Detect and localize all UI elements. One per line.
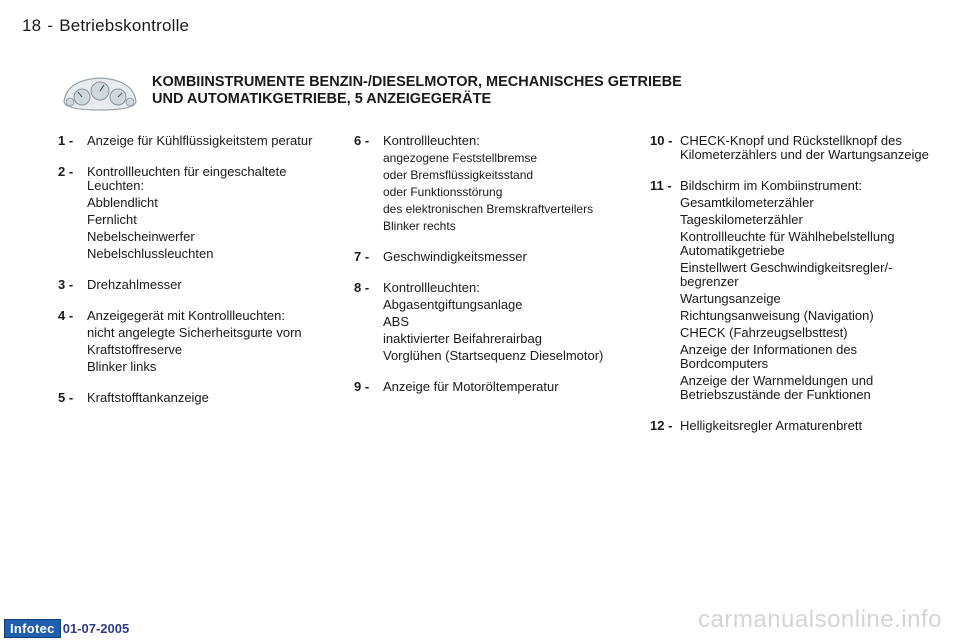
legend-number: 10 - bbox=[650, 133, 673, 148]
legend-entry bbox=[650, 419, 940, 433]
legend-subitem: Tageskilometerzähler bbox=[680, 212, 803, 227]
legend-entry bbox=[354, 380, 614, 394]
legend-number: 9 - bbox=[354, 379, 370, 394]
legend-heading: Kontrollleuchten für eingeschaltete Leuchten: bbox=[87, 164, 287, 193]
legend-number: 7 - bbox=[354, 249, 370, 264]
legend-heading: Drehzahlmesser bbox=[87, 277, 182, 292]
legend-number: 12 - bbox=[650, 418, 673, 433]
legend-subitem: CHECK (Fahrzeugselbsttest) bbox=[680, 325, 848, 340]
footer-date: 01-07-2005 bbox=[62, 620, 130, 636]
legend-number: 5 - bbox=[58, 390, 74, 405]
legend-heading: Kontrollleuchten: bbox=[383, 280, 480, 295]
legend-heading: CHECK-Knopf und Rückstellknopf des Kilometerzählers und der Wartungsanzeige bbox=[680, 133, 929, 162]
legend-subitem: Anzeige der Informationen des Bordcomputers bbox=[680, 342, 858, 371]
legend-entry bbox=[354, 250, 614, 264]
legend-subitem: oder Funktionsstörung bbox=[383, 185, 503, 199]
column-left bbox=[58, 134, 328, 422]
legend-subitem: Gesamtkilometerzähler bbox=[680, 195, 814, 210]
header-separator: - bbox=[47, 16, 54, 35]
legend-entry bbox=[58, 134, 328, 148]
legend-heading: Kraftstofftankanzeige bbox=[87, 390, 209, 405]
legend-subitem: Abgasentgiftungsanlage bbox=[383, 297, 523, 312]
legend-heading: Kontrollleuchten: bbox=[383, 133, 480, 148]
legend-heading: Helligkeitsregler Armaturenbrett bbox=[680, 418, 863, 433]
legend-subitem: ABS bbox=[383, 314, 410, 329]
watermark: carmanualsonline.info bbox=[698, 606, 942, 633]
legend-number: 2 - bbox=[58, 164, 74, 179]
legend-number: 1 - bbox=[58, 133, 74, 148]
infotec-logo: Infotec bbox=[4, 619, 61, 638]
legend-heading: Anzeige für Kühlflüssigkeitstem peratur bbox=[87, 133, 313, 148]
legend-subitem: Kraftstoffreserve bbox=[87, 342, 183, 357]
section-title-line2: UND AUTOMATIKGETRIEBE, 5 ANZEIGEGERÄTE bbox=[152, 91, 492, 107]
legend-subitem: Fernlicht bbox=[87, 212, 137, 227]
legend-subitem: Abblendlicht bbox=[87, 195, 158, 210]
page-number: 18 bbox=[22, 16, 42, 35]
section-title bbox=[152, 74, 682, 108]
legend-number: 4 - bbox=[58, 308, 74, 323]
legend-subitem: Vorglühen (Startsequenz Dieselmotor) bbox=[383, 348, 604, 363]
legend-entry bbox=[58, 309, 328, 374]
column-right bbox=[650, 134, 940, 450]
legend-subitem: Nebelschlussleuchten bbox=[87, 246, 214, 261]
legend-entry bbox=[58, 165, 328, 261]
legend-heading: Anzeigegerät mit Kontrollleuchten: bbox=[87, 308, 286, 323]
legend-subitem: Wartungsanzeige bbox=[680, 291, 781, 306]
instrument-cluster-icon bbox=[60, 72, 140, 114]
legend-subitem: Blinker rechts bbox=[383, 219, 456, 233]
footer bbox=[4, 619, 129, 637]
legend-subitem: Blinker links bbox=[87, 359, 157, 374]
legend-subitem: des elektronischen Bremskraftverteilers bbox=[383, 202, 594, 216]
legend-subitem: Kontrollleuchte für Wählhebelstellung Automatikgetriebe bbox=[680, 229, 895, 258]
legend-entry bbox=[650, 179, 940, 402]
legend-subitem: oder Bremsflüssigkeitsstand bbox=[383, 168, 534, 182]
legend-number: 3 - bbox=[58, 277, 74, 292]
legend-entry bbox=[650, 134, 940, 162]
legend-subitem: Nebelscheinwerfer bbox=[87, 229, 195, 244]
legend-subitem: inaktivierter Beifahrerairbag bbox=[383, 331, 542, 346]
legend-subitem: Anzeige der Warnmeldungen und Betriebszustände der Funktionen bbox=[680, 373, 874, 402]
section-title-line1: KOMBIINSTRUMENTE BENZIN-/DIESELMOTOR, MECHANISCHES GETRIEBE bbox=[152, 74, 682, 90]
legend-heading: Anzeige für Motoröltemperatur bbox=[383, 379, 559, 394]
legend-number: 11 - bbox=[650, 178, 672, 193]
legend-entry bbox=[58, 278, 328, 292]
legend-subitem: nicht angelegte Sicherheitsgurte vorn bbox=[87, 325, 302, 340]
page-title: Betriebskontrolle bbox=[59, 16, 190, 35]
legend-subitem: Richtungsanweisung (Navigation) bbox=[680, 308, 874, 323]
legend-heading: Geschwindigkeitsmesser bbox=[383, 249, 527, 264]
legend-entry bbox=[354, 281, 614, 363]
section-title-block bbox=[60, 72, 820, 116]
legend-entry bbox=[354, 134, 614, 233]
page-header bbox=[22, 16, 189, 36]
legend-subitem: Einstellwert Geschwindigkeitsregler/-begrenzer bbox=[680, 260, 893, 289]
legend-subitem: angezogene Feststellbremse bbox=[383, 151, 538, 165]
legend-heading: Bildschirm im Kombiinstrument: bbox=[680, 178, 863, 193]
legend-number: 6 - bbox=[354, 133, 370, 148]
legend-number: 8 - bbox=[354, 280, 370, 295]
column-middle bbox=[354, 134, 614, 411]
legend-entry bbox=[58, 391, 328, 405]
